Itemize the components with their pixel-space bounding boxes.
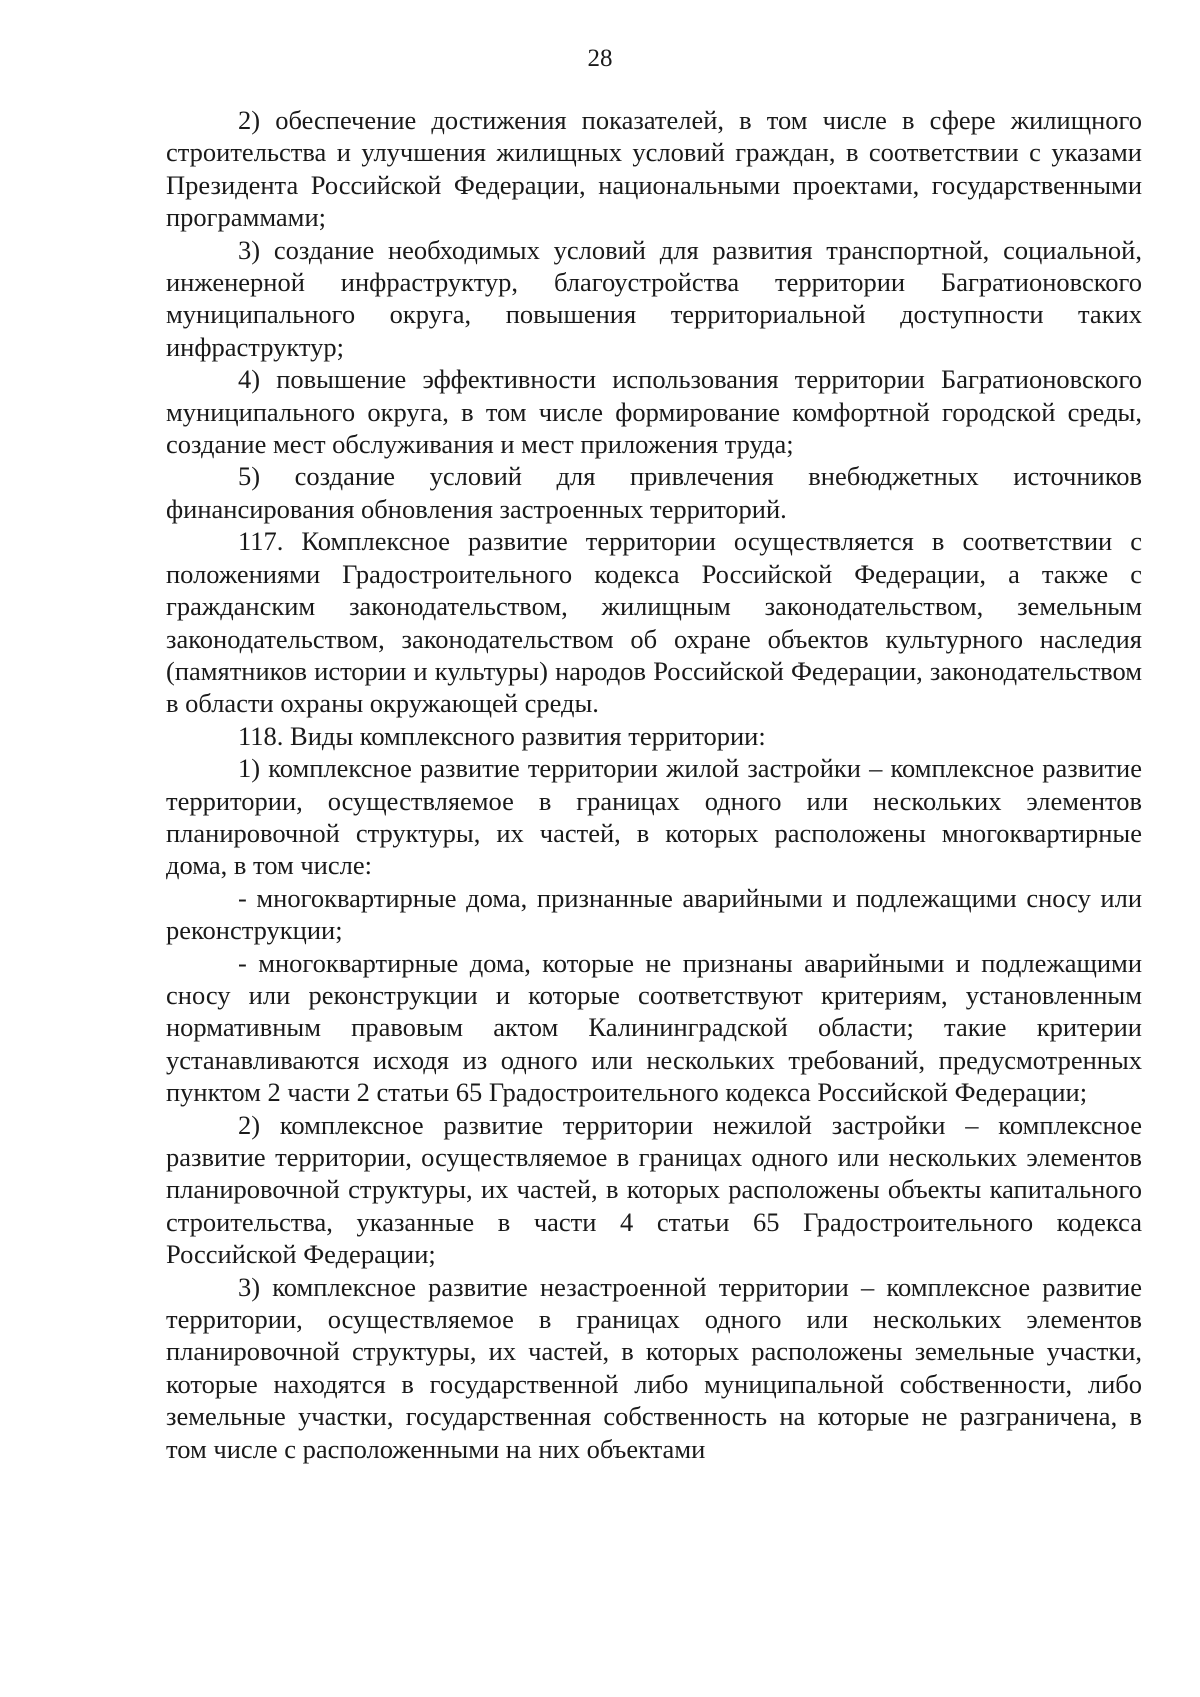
paragraph-clause-118: 118. Виды комплексного развития территории: (238, 720, 766, 751)
paragraph-clause-117: 117. Комплексное развитие территории осуществляется в соответствии с положениями Градостроительного кодекса Российской Федерации, а также с гражданским законодательством, жилищным законодательством, земельным законодательством, законодательством об охране объектов культурного наследия (памятников истории и культуры) народов Российской Федерации, законодательством в области охраны окружающей среды. (166, 526, 1142, 719)
paragraph-item-4: 4) повышение эффективности использования территории Багратионовского муниципального округа, в том числе формирование комфортной городской среды, создание мест обслуживания и мест приложения труда; (166, 364, 1142, 460)
paragraph-item-5: 5) создание условий для привлечения внебюджетных источников финансирования обновления застроенных территорий. (166, 461, 1142, 524)
paragraph-bullet-criteria-houses: - многоквартирные дома, которые не признаны аварийными и подлежащими сносу или реконструкции и которые соответствуют критериям, установленным нормативным правовым актом Калининградской области; такие критерии устанавливаются исходя из одного или нескольких требований, предусмотренных пунктом 2 части 2 статьи 65 Градостроительного кодекса Российской Федерации; (166, 947, 1142, 1108)
paragraph-bullet-emergency-houses: - многоквартирные дома, признанные аварийными и подлежащими сносу или реконструкции; (166, 882, 1142, 946)
paragraph-item-3: 3) создание необходимых условий для развития транспортной, социальной, инженерной инфраструктур, благоустройства территории Багратионовского муниципального округа, повышения территориальной доступности таких инфраструктур; (166, 234, 1142, 362)
paragraph-type-3: 3) комплексное развитие незастроенной территории – комплексное развитие территории, осуществляемое в границах одного или нескольких элементов планировочной структуры, их частей, в которых расположены земельные участки, которые находятся в государственной либо муниципальной собственности, либо земельные участки, государственная собственность на которые не разграничена, в том числе с расположенными на них объектами (166, 1271, 1142, 1464)
paragraph-type-2: 2) комплексное развитие территории нежилой застройки – комплексное развитие территории, осуществляемое в границах одного или нескольких элементов планировочной структуры, их частей, в которых расположены объекты капитального строительства, указанные в части 4 статьи 65 Градостроительного кодекса Российской Федерации; (166, 1109, 1142, 1270)
paragraph-type-1: 1) комплексное развитие территории жилой застройки – комплексное развитие территории, осуществляемое в границах одного или нескольких элементов планировочной структуры, их частей, в которых расположены многоквартирные дома, в том числе: (166, 753, 1142, 881)
page-number: 28 (587, 45, 613, 72)
document-body (166, 104, 1142, 1465)
paragraph-item-2: 2) обеспечение достижения показателей, в том числе в сфере жилищного строительства и улучшения жилищных условий граждан, в соответствии с указами Президента Российской Федерации, национальными проектами, государственными программами; (166, 105, 1142, 233)
